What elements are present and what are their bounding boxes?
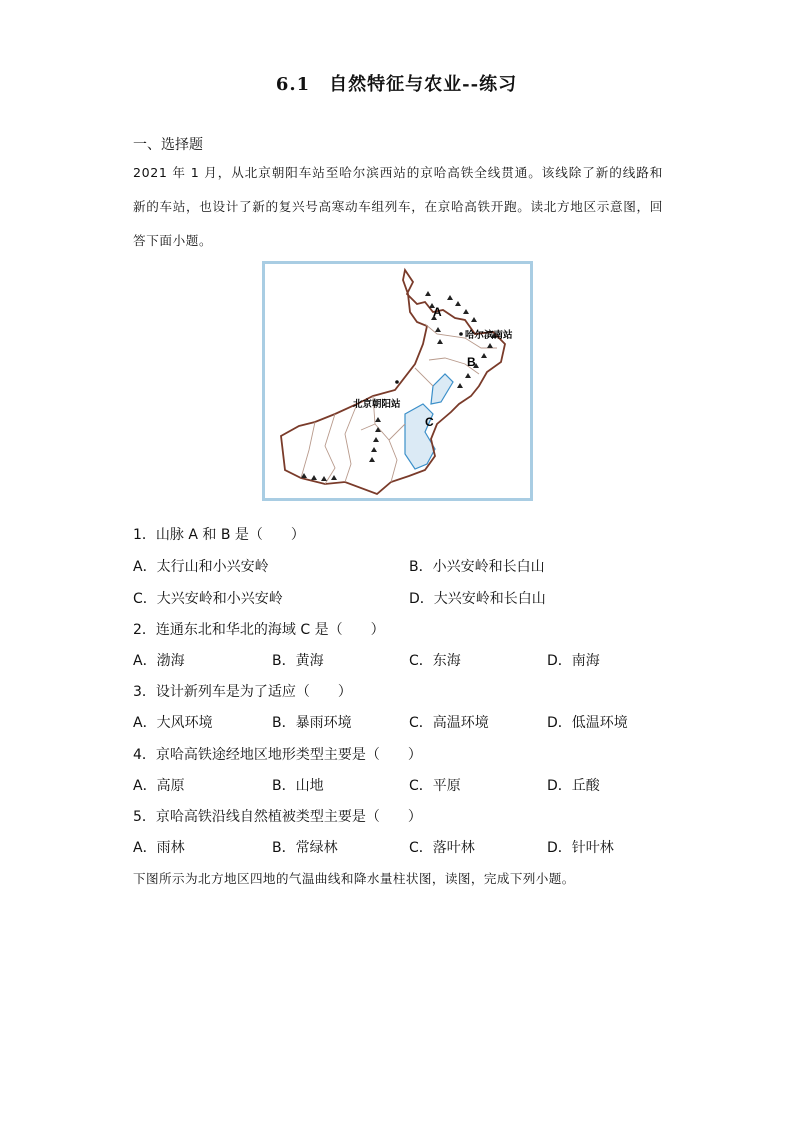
- question-3-option-a[interactable]: A．大风环境: [133, 715, 213, 731]
- question-5-stem: 5．京哈高铁沿线自然植被类型主要是（ ）: [133, 809, 422, 825]
- map-label-harbin-station: 哈尔滨南站: [465, 330, 513, 341]
- map-label-beijing-station: 北京朝阳站: [353, 399, 401, 410]
- question-4-option-a[interactable]: A．高原: [133, 778, 185, 794]
- question-3-option-b[interactable]: B．暴雨环境: [272, 715, 352, 731]
- map-label-b: B: [467, 355, 476, 369]
- map-label-a: A: [433, 305, 442, 319]
- question-2-option-b[interactable]: B．黄海: [272, 653, 324, 669]
- question-5-option-c[interactable]: C．落叶林: [409, 840, 475, 856]
- question-4-option-c[interactable]: C．平原: [409, 778, 461, 794]
- map-drawing: [265, 264, 530, 498]
- question-1-option-d[interactable]: D．大兴安岭和长白山: [409, 591, 546, 607]
- question-2-option-a[interactable]: A．渤海: [133, 653, 185, 669]
- mountain-range-b: [457, 333, 497, 388]
- question-2-stem: 2．连通东北和华北的海域 C 是（ ）: [133, 622, 385, 638]
- harbin-station-dot: [459, 332, 463, 336]
- map-label-c: C: [425, 415, 434, 429]
- north-region-map: [262, 261, 533, 501]
- mountain-range-da-xing: [447, 295, 477, 322]
- section-heading: 一、选择题: [133, 137, 203, 153]
- sea-c-area: [405, 404, 435, 469]
- intro-paragraph: 2021 年 1 月，从北京朝阳车站至哈尔滨西站的京哈高铁全线贯通。该线除了新的线路和新的车站，也设计了新的复兴号高寒动车组列车，在京哈高铁开跑。读北方地区示意图，回答下面小题。: [133, 165, 663, 248]
- question-4-option-b[interactable]: B．山地: [272, 778, 324, 794]
- question-4-option-d[interactable]: D．丘酸: [547, 778, 600, 794]
- question-3-stem: 3．设计新列车是为了适应（ ）: [133, 684, 352, 700]
- question-1-option-b[interactable]: B．小兴安岭和长白山: [409, 559, 545, 575]
- question-1-stem: 1．山脉 A 和 B 是（ ）: [133, 527, 305, 543]
- question-2-option-d[interactable]: D．南海: [547, 653, 600, 669]
- question-1-option-c[interactable]: C．大兴安岭和小兴安岭: [133, 591, 283, 607]
- question-5-option-b[interactable]: B．常绿林: [272, 840, 338, 856]
- closing-paragraph: 下图所示为北方地区四地的气温曲线和降水量柱状图，读图，完成下列小题。: [133, 871, 575, 886]
- page-title: 6.1 自然特征与农业--练习: [275, 74, 518, 95]
- question-5-option-a[interactable]: A．雨林: [133, 840, 185, 856]
- question-3-option-c[interactable]: C．高温环境: [409, 715, 489, 731]
- question-2-option-c[interactable]: C．东海: [409, 653, 461, 669]
- question-3-option-d[interactable]: D．低温环境: [547, 715, 628, 731]
- question-5-option-d[interactable]: D．针叶林: [547, 840, 614, 856]
- question-1-option-a[interactable]: A．太行山和小兴安岭: [133, 559, 269, 575]
- beijing-station-dot: [395, 380, 399, 384]
- question-4-stem: 4．京哈高铁途经地区地形类型主要是（ ）: [133, 747, 422, 763]
- region-border: [281, 270, 505, 494]
- sea-inlet: [431, 374, 453, 404]
